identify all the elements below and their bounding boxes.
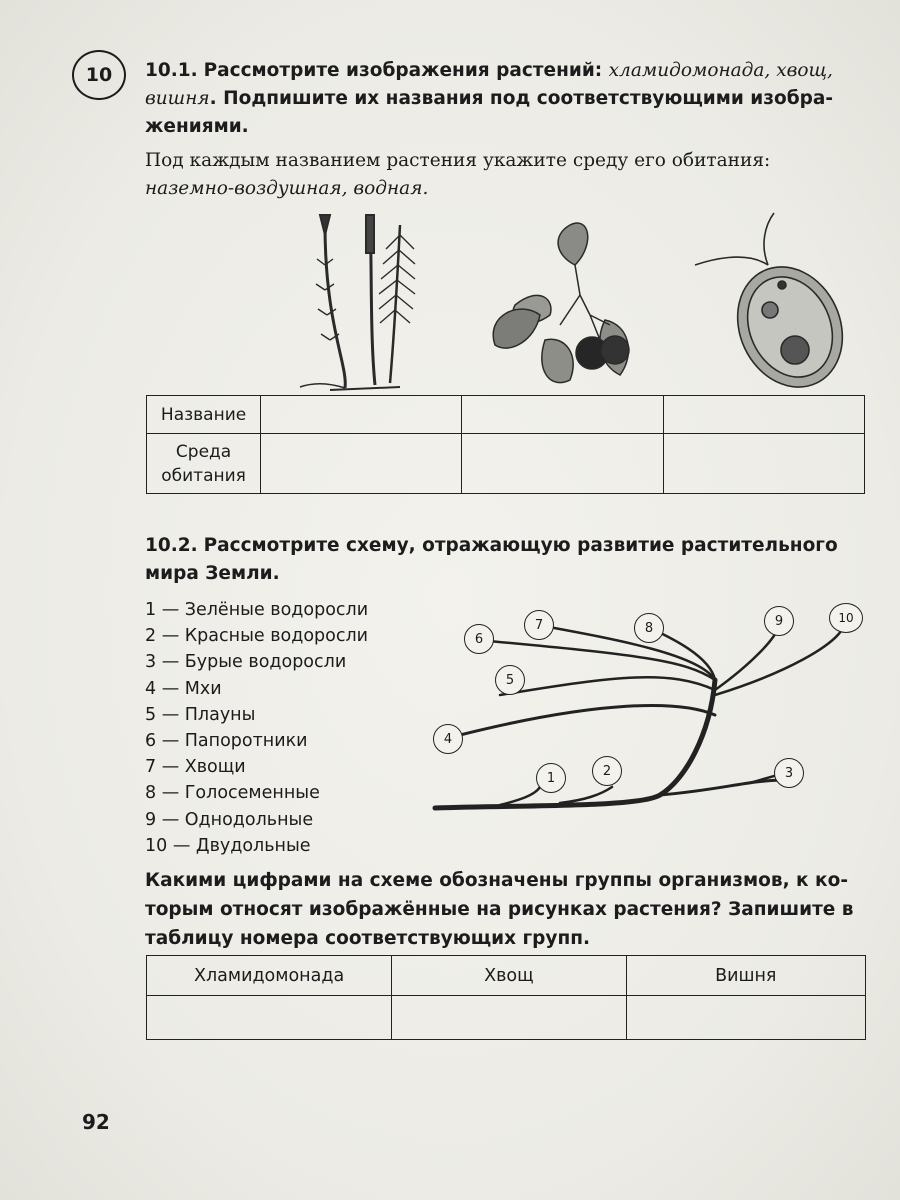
group-item: 5 — Плауны (145, 704, 256, 725)
question-10-1 (145, 57, 870, 203)
habitat-table-env-header: Среда обитания (147, 434, 261, 494)
q1-line2-text: . Подпишите их названия под соответствующими изобра- (209, 88, 834, 109)
answer-header-horsetail: Хвощ (392, 956, 626, 996)
q1-line1-text: Рассмотрите изображения растений: (203, 60, 609, 81)
question-10-2 (145, 532, 870, 588)
group-item: 3 — Бурые водоросли (145, 652, 347, 673)
answer-header-cherry: Вишня (626, 956, 865, 996)
habitat-table-name-header: Название (147, 396, 261, 434)
answer-cell-cherry[interactable] (626, 996, 865, 1040)
group-item: 1 — Зелёные водоросли (145, 600, 369, 620)
group-item: 6 — Папоротники (145, 731, 308, 752)
cherry-illustration (493, 223, 629, 383)
q2-lead: 10.2. (145, 535, 198, 556)
tree-node-4: 4 (433, 724, 463, 754)
habitat-table-cell-name-3[interactable] (663, 396, 864, 434)
tree-node-6: 6 (464, 624, 494, 654)
chlamydomonas-illustration (695, 213, 850, 404)
answer-header-chlamydomonas: Хламидомонада (147, 956, 392, 996)
q2-line2: мира Земли. (145, 563, 280, 584)
tree-node-9: 9 (764, 606, 794, 636)
q3-line1: Какими цифрами на схеме обозначены группы организмов, к ко- (145, 870, 848, 891)
habitat-table-cell-name-1[interactable] (261, 396, 462, 434)
tree-node-5: 5 (495, 665, 525, 695)
group-item: 4 — Мхи (145, 678, 222, 699)
group-item: 2 — Красные водоросли (145, 626, 369, 647)
task-number: 10 (85, 64, 113, 86)
answer-cell-horsetail[interactable] (392, 996, 626, 1040)
habitat-table-cell-env-1[interactable] (261, 434, 462, 494)
habitat-table-cell-name-2[interactable] (462, 396, 663, 434)
q1-line1-italic: хламидомонада, хвощ, (608, 60, 833, 81)
q1-line4-text: Под каждым названием растения укажите среду его обитания: (145, 150, 771, 171)
tree-node-10: 10 (829, 603, 863, 633)
q1-line5-italic: наземно-воздушная, водная. (145, 178, 429, 199)
tree-node-8: 8 (634, 613, 664, 643)
tree-node-1: 1 (536, 763, 566, 793)
q1-line3-text: жениями. (145, 116, 249, 137)
plant-groups-list (145, 597, 445, 859)
task-number-badge (72, 50, 126, 100)
q2-line1: Рассмотрите схему, отражающую развитие растительного (203, 535, 838, 556)
tree-node-7: 7 (524, 610, 554, 640)
habitat-table-cell-env-3[interactable] (663, 434, 864, 494)
answer-cell-chlamydomonas[interactable] (147, 996, 392, 1040)
habitat-table (146, 395, 865, 494)
group-item: 10 — Двудольные (145, 835, 311, 856)
horsetail-illustration (300, 215, 415, 390)
q3-line2: торым относят изображённые на рисунках растения? Запишите в (145, 899, 854, 920)
q1-lead: 10.1. (145, 60, 198, 81)
page-number: 92 (82, 1110, 110, 1134)
group-item: 8 — Голосеменные (145, 783, 320, 804)
q1-line2-italic: вишня (145, 88, 210, 109)
habitat-table-cell-env-2[interactable] (462, 434, 663, 494)
tree-node-3: 3 (774, 758, 804, 788)
question-group-numbers (145, 866, 870, 953)
q3-line3: таблицу номера соответствующих групп. (145, 928, 591, 949)
group-item: 9 — Однодольные (145, 809, 314, 830)
tree-node-2: 2 (592, 756, 622, 786)
plant-illustrations (290, 205, 850, 405)
group-item: 7 — Хвощи (145, 757, 246, 778)
answer-table (146, 955, 866, 1040)
